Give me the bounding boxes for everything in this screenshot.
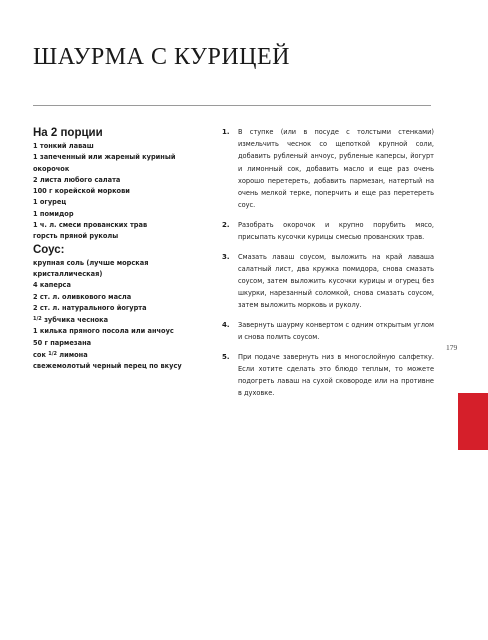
fraction: 1/2	[48, 351, 58, 358]
sauce-item-text: свежемолотый черный перец по вкусу	[33, 362, 182, 371]
step-number: 1.	[222, 128, 230, 136]
ingredient-item: 2 листа любого салата	[33, 175, 121, 184]
sauce-ingredient-item	[33, 338, 203, 349]
sauce-ingredient-item	[33, 269, 203, 280]
sauce-ingredient-item	[33, 326, 203, 337]
sauce-item-text: 2 ст. л. натурального йогурта	[33, 303, 147, 312]
sauce-ingredient-list	[33, 258, 203, 373]
ingredient-item: 1 огурец	[33, 198, 67, 207]
page-number: 179	[446, 343, 458, 352]
ingredient-item: 1 тонкий лаваш	[33, 142, 94, 150]
chapter-tab	[458, 393, 488, 450]
ingredient-item: горсть пряной руколы	[33, 232, 119, 241]
ingredient-item: 1 ч. л. смеси прованских трав	[33, 221, 148, 230]
step-item	[222, 219, 434, 243]
sauce-ingredient-item	[33, 280, 203, 291]
page-title: ШАУРМА С КУРИЦЕЙ	[33, 44, 290, 70]
step-item	[222, 126, 434, 211]
step-item	[222, 319, 434, 343]
step-item	[222, 351, 434, 400]
sauce-item-text: 4 каперса	[33, 281, 71, 290]
sauce-item-text: лимона	[57, 351, 88, 360]
sauce-ingredient-item	[33, 361, 203, 372]
sauce-ingredient-item	[33, 258, 203, 269]
sauce-item-text: 1 килька пряного посола или анчоус	[33, 327, 174, 336]
sauce-ingredient-item	[33, 349, 203, 361]
step-number: 4.	[222, 321, 230, 330]
ingredient-item: 1 запеченный или жареный куриный	[33, 153, 176, 162]
step-text: Завернуть шаурму конвертом с одним открытым углом и снова полить соусом.	[238, 321, 434, 342]
sauce-ingredient-item	[33, 303, 203, 314]
step-number: 2.	[222, 220, 230, 229]
sauce-item-text: зубчика чеснока	[41, 316, 109, 325]
sauce-ingredient-item	[33, 292, 203, 303]
step-text: Смазать лаваш соусом, выложить на край лаваша салатный лист, два кружка помидора, снова смазать соусом, затем выложить кусочки курицы и огурец без шкурки, нарезанный соломкой, снова смазать соусом, затем выложить морковь и руколу.	[238, 252, 434, 310]
title-divider	[33, 105, 431, 106]
sauce-item-text: 2 ст. л. оливкового масла	[33, 292, 132, 301]
ingredient-item: 1 помидор	[33, 209, 74, 218]
sauce-item-text: кристаллическая)	[33, 269, 103, 278]
ingredient-list	[33, 141, 203, 243]
ingredient-item: 100 г корейской моркови	[33, 187, 130, 196]
fraction: 1/2	[33, 316, 42, 323]
sauce-item-prefix: сок	[33, 351, 49, 360]
step-item	[222, 251, 434, 312]
instruction-steps	[222, 126, 434, 407]
sauce-heading: Соус:	[33, 243, 65, 256]
step-text: В ступке (или в посуде с толстыми стенками) измельчить чеснок со щепоткой крупной соли, добавить рубленый анчоус, рубленые каперсы, йогурт и лимонный сок, добавить масло и еще раз очень хорошо перетереть, добавить пармезан, натертый на очень мелкой терке, поперчить и еще раз перетереть соус.	[238, 128, 434, 210]
sauce-ingredient-item	[33, 314, 203, 326]
step-text: Разобрать окорочок и крупно порубить мясо, присыпать кусочки курицы смесью прованских трав.	[238, 220, 434, 242]
step-number: 5.	[222, 352, 230, 361]
step-number: 3.	[222, 252, 230, 261]
ingredients-column	[33, 126, 203, 373]
ingredient-item: окорочок	[33, 164, 70, 173]
portions-heading: На 2 порции	[33, 127, 103, 139]
sauce-item-text: 50 г пармезана	[33, 338, 92, 347]
sauce-item-text: крупная соль (лучше морская	[33, 258, 149, 267]
step-text: При подаче завернуть низ в многослойную салфетку. Если хотите сделать это блюдо теплым, то можете подогреть лаваш на сухой сковороде или на противне в духовке.	[238, 352, 434, 398]
